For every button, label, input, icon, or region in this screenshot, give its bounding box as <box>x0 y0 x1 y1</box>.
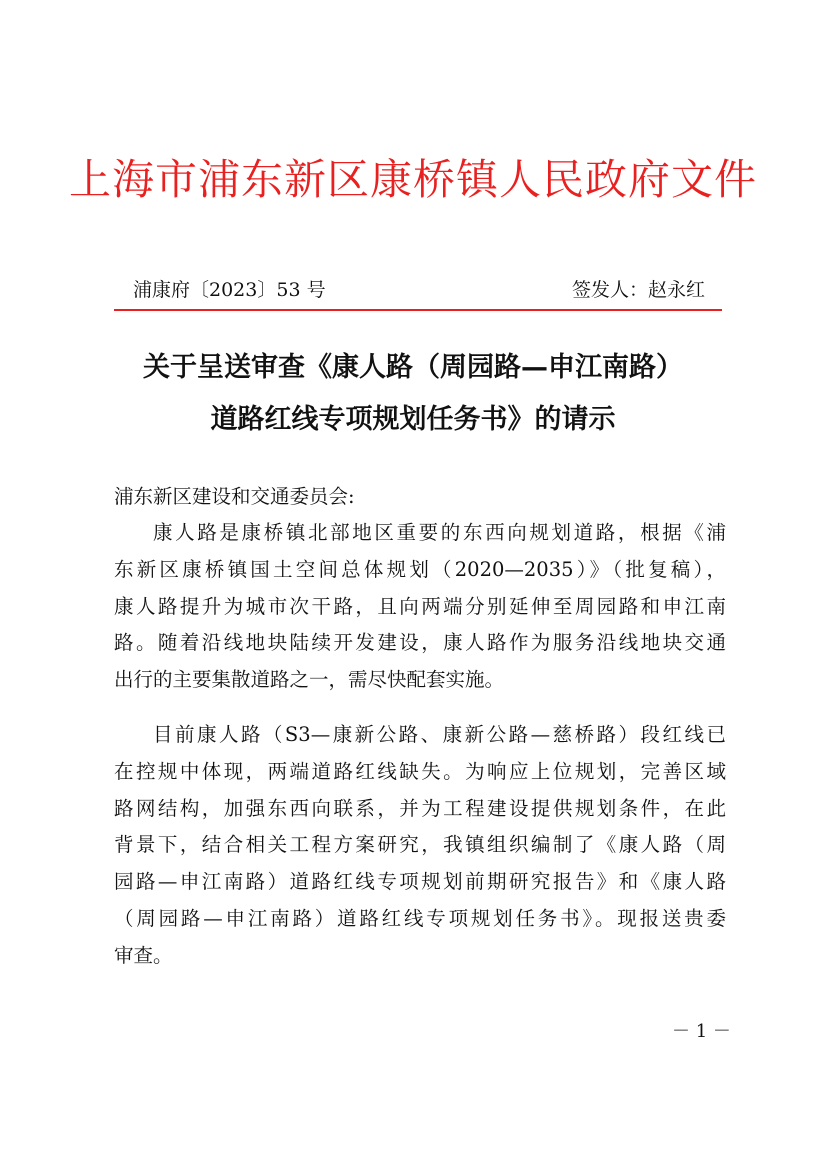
paragraph-line: 康人路是康桥镇北部地区重要的东西向规划道路，根据《浦 <box>153 521 726 544</box>
document-subject <box>90 342 736 446</box>
page-number: － 1 － <box>672 1021 731 1042</box>
red-divider-line <box>114 309 722 311</box>
paragraph-line: 出行的主要集散道路之一，需尽快配套实施。 <box>114 668 505 692</box>
paragraph-line: 康人路提升为城市次干路，且向两端分别延伸至周园路和申江南 <box>114 594 726 618</box>
body-paragraph-2 <box>114 717 726 975</box>
paragraph-line: 审查。 <box>114 943 173 967</box>
paragraph-line: 东新区康桥镇国土空间总体规划（2020—2035）》（批复稿）， <box>114 557 726 581</box>
subject-line-2: 道路红线专项规划任务书》的请示 <box>210 404 616 435</box>
signer: 签发人：赵永红 <box>571 279 705 301</box>
paragraph-line: 目前康人路（S3—康新公路、康新公路—慈桥路）段红线已 <box>153 723 726 746</box>
paragraph-line: （周园路—申江南路）道路红线专项规划任务书》。现报送贵委 <box>114 906 726 930</box>
subject-line-1: 关于呈送审查《康人路（周园路—申江南路） <box>143 352 683 383</box>
paragraph-line: 路网结构，加强东西向联系，并为工程建设提供规划条件，在此 <box>114 796 726 820</box>
salutation: 浦东新区建设和交通委员会: <box>114 485 355 508</box>
paragraph-line: 路。随着沿线地块陆续开发建设，康人路作为服务沿线地块交通 <box>114 631 726 655</box>
paragraph-line: 背景下，结合相关工程方案研究，我镇组织编制了《康人路（周 <box>114 833 726 857</box>
red-header-title: 上海市浦东新区康桥镇人民政府文件 <box>68 155 757 204</box>
paragraph-line: 园路—申江南路）道路红线专项规划前期研究报告》和《康人路 <box>114 870 726 894</box>
document-number: 浦康府〔2023〕53 号 <box>133 279 326 301</box>
paragraph-line: 在控规中体现，两端道路红线缺失。为响应上位规划，完善区域 <box>114 759 726 783</box>
document-meta <box>133 276 705 304</box>
body-paragraph-1 <box>114 515 726 699</box>
